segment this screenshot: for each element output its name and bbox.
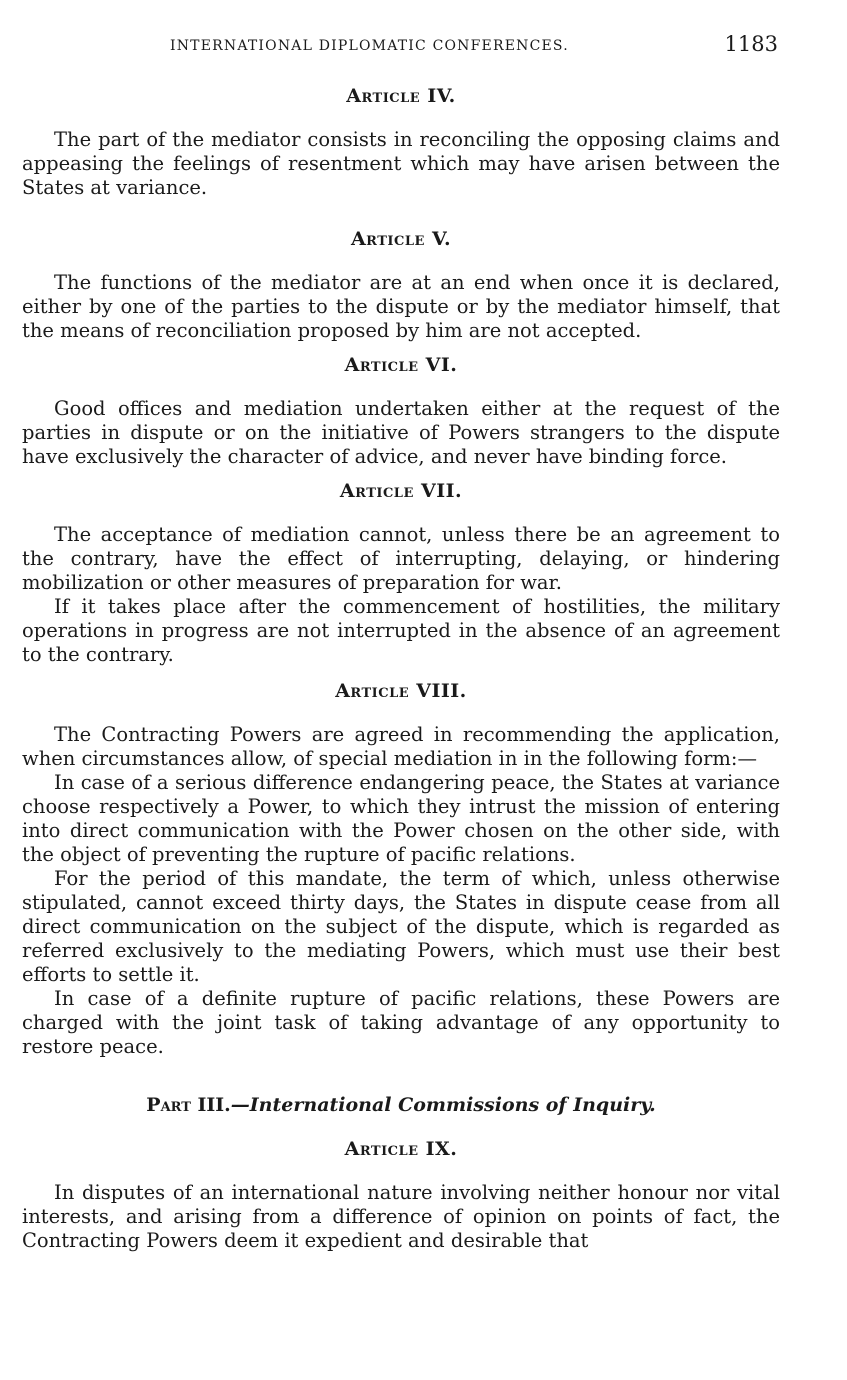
part-heading <box>22 1093 780 1117</box>
article-vi-heading: Article VI. <box>344 354 458 376</box>
article-viii-paragraph-4: In case of a definite rupture of pacific relations, these Powers are charged with the joint task of taking advantage of any opportunity to restore peace. <box>22 987 780 1058</box>
article-viii-heading: Article VIII. <box>335 680 467 702</box>
article-vii-paragraph-1: The acceptance of mediation cannot, unless there be an agreement to the contrary, have the effect of interrupting, delaying, or hindering mobilization or other measures of preparation for war. <box>22 523 780 594</box>
page <box>22 30 780 1253</box>
article-v-paragraph: The functions of the mediator are at an end when once it is declared, either by one of the parties to the dispute or by the mediator himself, that the means of reconciliation proposed by him are not accepted. <box>22 271 780 342</box>
part-number: Part III. <box>146 1094 231 1116</box>
article-viii-paragraph-2: In case of a serious difference endangering peace, the States at variance choose respectively a Power, to which they intrust the mission of entering into direct communication with the Power chosen on the other side, with the object of preventing the rupture of pacific relations. <box>22 771 780 866</box>
article-iv-heading: Article IV. <box>346 85 456 107</box>
article-viii-paragraph-1: The Contracting Powers are agreed in recommending the application, when circumstances allow, of special mediation in in the following form:— <box>22 723 780 770</box>
part-title: —International Commissions of Inquiry. <box>230 1094 656 1116</box>
article-ix-heading: Article IX. <box>344 1138 458 1160</box>
article-viii-paragraph-3: For the period of this mandate, the term of which, unless otherwise stipulated, cannot exceed thirty days, the States in dispute cease from all direct communication on the subject of the dispute, which is regarded as referred exclusively to the mediating Powers, which must use their best efforts to settle it. <box>22 867 780 986</box>
article-ix-paragraph: In disputes of an international nature involving neither honour nor vital interests, and arising from a difference of opinion on points of fact, the Contracting Powers deem it expedient and desirable that <box>22 1181 780 1252</box>
article-iv-paragraph: The part of the mediator consists in reconciling the opposing claims and appeasing the feelings of resentment which may have arisen between the States at variance. <box>22 128 780 199</box>
article-v-heading: Article V. <box>350 228 452 250</box>
page-number: 1183 <box>724 32 778 56</box>
article-vii-paragraph-2: If it takes place after the commencement of hostilities, the military operations in progress are not interrupted in the absence of an agreement to the contrary. <box>22 595 780 666</box>
article-vi-paragraph: Good offices and mediation undertaken either at the request of the parties in dispute or on the initiative of Powers strangers to the dispute have exclusively the character of advice, and never have binding force. <box>22 397 780 468</box>
article-vii-heading: Article VII. <box>339 480 463 502</box>
running-head <box>22 30 780 60</box>
running-title: INTERNATIONAL DIPLOMATIC CONFERENCES. <box>170 38 569 54</box>
